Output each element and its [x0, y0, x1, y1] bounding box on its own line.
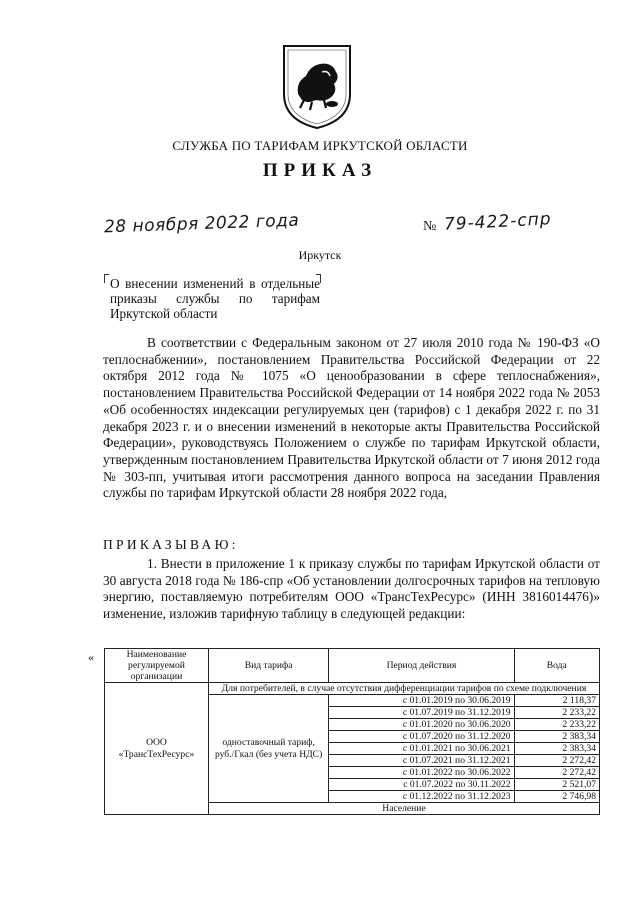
document-title: ПРИКАЗ: [262, 160, 378, 181]
value-cell: 2 233,22: [514, 719, 599, 731]
header-value: Вода: [514, 649, 599, 683]
period-cell: с 01.12.2022 по 31.12.2023: [329, 791, 514, 803]
value-cell: 2 383,34: [514, 743, 599, 755]
group-label-cell: Для потребителей, в случае отсутствия дифференциации тарифов по схеме подключения: [208, 683, 599, 695]
document-subject: О внесении изменений в отдельные приказы службы по тарифам Иркутской области: [110, 276, 320, 321]
number-sign: №: [423, 219, 437, 234]
city-name: Иркутск: [298, 248, 342, 262]
header-type: Вид тарифа: [208, 649, 328, 683]
orders-heading: ПРИКАЗЫВАЮ:: [103, 537, 239, 552]
value-cell: 2 118,37: [514, 695, 599, 707]
period-cell: с 01.01.2020 по 30.06.2020: [329, 719, 514, 731]
population-label-cell: Население: [208, 803, 599, 815]
value-cell: 2 233,22: [514, 707, 599, 719]
value-cell: 2 746,98: [514, 791, 599, 803]
period-cell: с 01.01.2019 по 30.06.2019: [329, 695, 514, 707]
order-item-1: [103, 556, 600, 623]
table-header-row: [105, 649, 600, 683]
value-cell: 2 272,42: [514, 755, 599, 767]
tariff-table: [104, 648, 600, 815]
agency-name: СЛУЖБА ПО ТАРИФАМ ИРКУТСКОЙ ОБЛАСТИ: [172, 138, 468, 153]
period-cell: с 01.07.2020 по 31.12.2020: [329, 731, 514, 743]
header-org: Наименование регулируемой организации: [105, 649, 209, 683]
handwritten-order-number: 79-422-спр: [443, 209, 553, 235]
tariff-type-cell: одноставочный тариф, руб./Гкал (без учета НДС): [208, 695, 328, 803]
org-name-cell: ООО «ТрансТехРесурс»: [105, 683, 209, 815]
period-cell: с 01.07.2021 по 31.12.2021: [329, 755, 514, 767]
period-cell: с 01.07.2019 по 31.12.2019: [329, 707, 514, 719]
handwritten-date: 28 ноября 2022 года: [103, 210, 300, 238]
period-cell: с 01.01.2022 по 30.06.2022: [329, 767, 514, 779]
coat-of-arms-emblem: [280, 42, 354, 130]
subject-bracket-left: [104, 274, 109, 283]
preamble: [103, 335, 600, 502]
table-open-quote: «: [88, 650, 94, 664]
order-item-1-text: 1. Внести в приложение 1 к приказу службы по тарифам Иркутской области от 30 августа 2018 года № 186-спр «Об установлении долгосрочных тарифов на тепловую энергию, поставляемую потребителям ООО «ТрансТехРесурс» (ИНН 3816014476)» изменение, изложив тарифную таблицу в следующей редакции:: [103, 556, 600, 622]
period-cell: с 01.07.2022 по 30.11.2022: [329, 779, 514, 791]
value-cell: 2 383,34: [514, 731, 599, 743]
value-cell: 2 272,42: [514, 767, 599, 779]
preamble-paragraph: В соответствии с Федеральным законом от 27 июля 2010 года № 190-ФЗ «О теплоснабжении», постановлением Правительства Российской Федерации от 22 октября 2012 года № 1075 «О ценообразовании в сфере теплоснабжения», постановлением Правительства Российской Федерации от 14 ноября 2022 года № 2053 «Об особенностях индексации регулируемых цен (тарифов) с 1 декабря 2022 г. по 31 декабря 2023 г. и о внесении изменений в некоторые акты Правительства Российской Федерации», руководствуясь Положением о службе по тарифам Иркутской области, утвержденным постановлением Правительства Иркутской области от 7 июня 2012 года № 303-пп, учитывая итоги рассмотрения данного вопроса на заседании Правления службы по тарифам Иркутской области 28 ноября 2022 года,: [103, 335, 600, 501]
period-cell: с 01.01.2021 по 30.06.2021: [329, 743, 514, 755]
header-period: Период действия: [329, 649, 514, 683]
table-group-row: [105, 683, 600, 695]
value-cell: 2 521,07: [514, 779, 599, 791]
